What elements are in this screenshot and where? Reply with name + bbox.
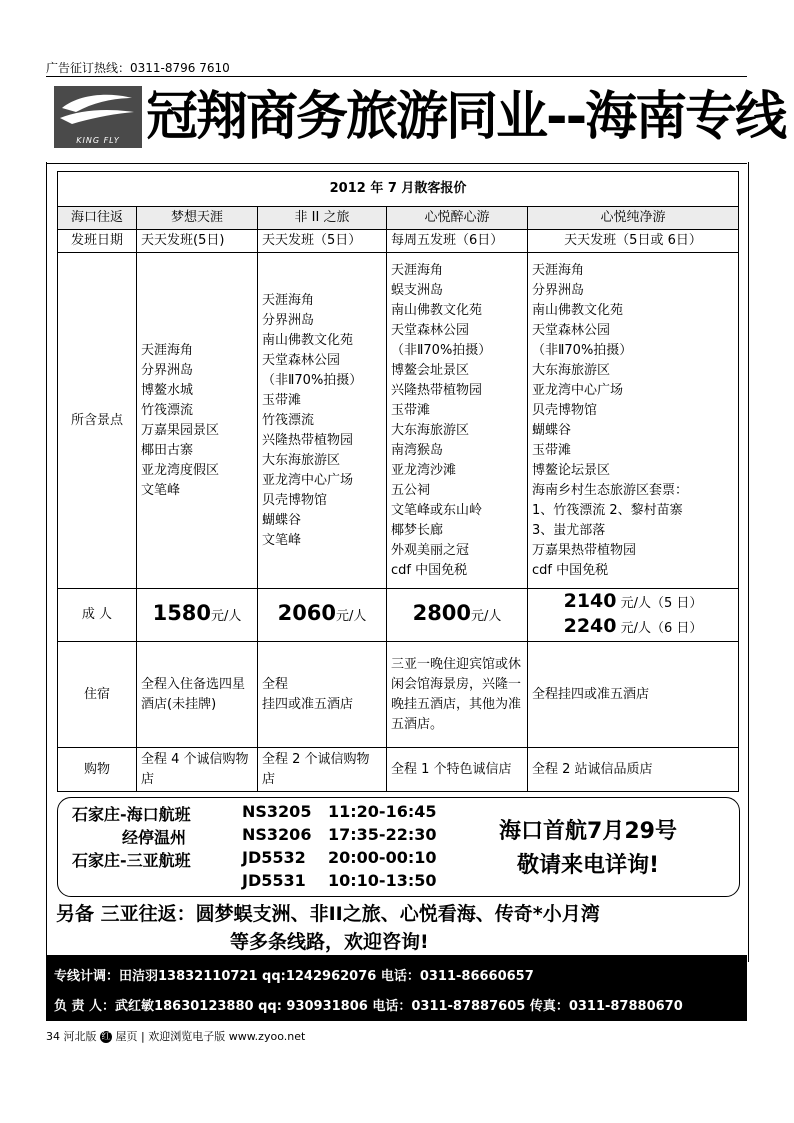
spot-item: 玉带滩 xyxy=(532,442,572,458)
hotel-cell: 全程挂四或准五酒店 xyxy=(528,642,739,748)
flight-number: JD5531 xyxy=(242,871,306,890)
extra-routes xyxy=(56,900,746,956)
spot-item: （非Ⅱ70%拍摄） xyxy=(532,342,633,358)
departure-row xyxy=(58,230,739,253)
contact-line: 负 责 人：武红敏18630123880 qq: 930931806 电话：0311-87887605 传真：0311-87880670 xyxy=(54,999,683,1014)
spot-item: 博鳌会址景区 xyxy=(391,362,470,378)
spot-item: 天堂森林公园 xyxy=(262,352,341,368)
departure-cell: 天天发班（5日或 6日） xyxy=(528,230,739,253)
price-unit: 元/人 xyxy=(211,609,242,624)
price-cell xyxy=(137,589,258,642)
spot-item: 博鳌论坛景区 xyxy=(532,462,611,478)
spot-item: 分界洲岛 xyxy=(532,282,585,298)
ad-hotline: 广告征订热线：0311-8796 7610 xyxy=(46,61,230,75)
flight-time: 20:00-00:10 xyxy=(328,848,437,867)
shopping-row xyxy=(58,748,739,792)
hotel-label: 住宿 xyxy=(58,642,137,748)
header-cell: 心悦醉心游 xyxy=(387,207,528,230)
spot-item: 蝴蝶谷 xyxy=(532,422,572,438)
flight-time: 17:35-22:30 xyxy=(328,825,437,844)
spots-cell xyxy=(528,253,739,589)
promo-call: 敬请来电详询! xyxy=(516,853,660,878)
spot-item: （非Ⅱ70%拍摄） xyxy=(391,342,492,358)
spot-item: 万嘉果热带植物园 xyxy=(532,542,637,558)
spot-item: 南山佛教文化苑 xyxy=(262,332,354,348)
spot-item: 大东海旅游区 xyxy=(391,422,470,438)
spot-item: 大东海旅游区 xyxy=(532,362,611,378)
spot-item: 南山佛教文化苑 xyxy=(532,302,624,318)
flight-box xyxy=(57,797,740,897)
spot-item: 天堂森林公园 xyxy=(391,322,470,338)
flight-number: NS3206 xyxy=(242,825,312,844)
spot-item: 天涯海角 xyxy=(262,292,315,308)
spots-cell xyxy=(258,253,387,589)
spot-item: 玉带滩 xyxy=(391,402,431,418)
departure-cell: 天天发班(5日) xyxy=(137,230,258,253)
price-cell xyxy=(528,589,739,642)
price-table xyxy=(57,171,739,792)
shopping-cell: 全程 2 个诚信购物店 xyxy=(258,748,387,792)
spot-item: 南山佛教文化苑 xyxy=(391,302,483,318)
spot-item: 兴隆热带植物园 xyxy=(391,382,483,398)
spot-item: 分界洲岛 xyxy=(141,362,194,378)
spot-item: 亚龙湾度假区 xyxy=(141,462,220,478)
spot-item: 亚龙湾沙滩 xyxy=(391,462,457,478)
spot-item: 博鳌水城 xyxy=(141,382,194,398)
header-row xyxy=(58,207,739,230)
spots-row xyxy=(58,253,739,589)
flight-route: 经停温州 xyxy=(122,828,187,847)
edition: 河北版 xyxy=(63,1030,97,1043)
spot-item: 椰田古寨 xyxy=(141,442,194,458)
price-value: 1580 xyxy=(152,601,212,625)
logo-text: KING FLY xyxy=(76,136,120,145)
spot-item: 南湾猴岛 xyxy=(391,442,444,458)
spot-item: 天堂森林公园 xyxy=(532,322,611,338)
price-cell xyxy=(387,589,528,642)
hotel-cell: 三亚一晚住迎宾馆或休闲会馆海景房，兴隆一晚挂五酒店，其他为准五酒店。 xyxy=(387,642,528,748)
spot-item: cdf 中国免税 xyxy=(391,562,468,578)
spot-item: 椰梦长廊 xyxy=(391,522,444,538)
hotel-cell: 全程入住备选四星酒店(未挂牌) xyxy=(137,642,258,748)
extra-line: 另备 三亚往返：圆梦蜈支洲、非II之旅、心悦看海、传奇*小月湾 xyxy=(56,903,600,925)
spots-label: 所含景点 xyxy=(58,253,137,589)
price-unit: 元/人（5 日） xyxy=(620,596,703,611)
spots-cell xyxy=(137,253,258,589)
departure-cell: 每周五发班（6日） xyxy=(387,230,528,253)
spot-item: 分界洲岛 xyxy=(262,312,315,328)
page-title: 冠翔商务旅游同业--海南专线 xyxy=(146,87,786,147)
spot-item: 五公祠 xyxy=(391,482,431,498)
table-title: 2012 年 7 月散客报价 xyxy=(58,172,739,207)
spot-item: 天涯海角 xyxy=(141,342,194,358)
spot-item: 文笔峰 xyxy=(262,532,302,548)
contact-bar xyxy=(46,955,747,1021)
price-value: 2240 xyxy=(563,615,617,637)
spot-item: 亚龙湾中心广场 xyxy=(262,472,354,488)
flight-number: NS3205 xyxy=(242,802,312,821)
spot-item: 兴隆热带植物园 xyxy=(262,432,354,448)
price-unit: 元/人 xyxy=(471,609,502,624)
header-cell: 梦想天涯 xyxy=(137,207,258,230)
spot-item: 竹筏漂流 xyxy=(262,412,315,428)
edition-badge-icon: 红 xyxy=(101,1032,111,1042)
spot-item: 1、竹筏漂流 2、黎村苗寨 xyxy=(532,502,683,518)
spot-item: 海南乡村生态旅游区套票： xyxy=(532,482,689,498)
footer xyxy=(46,1028,305,1044)
hotel-cell: 全程 挂四或准五酒店 xyxy=(258,642,387,748)
departure-label: 发班日期 xyxy=(58,230,137,253)
flight-time: 11:20-16:45 xyxy=(328,802,437,821)
adult-label: 成 人 xyxy=(58,589,137,642)
price-value: 2800 xyxy=(412,601,472,625)
logo xyxy=(54,86,142,148)
spot-item: 大东海旅游区 xyxy=(262,452,341,468)
shopping-cell: 全程 1 个特色诚信店 xyxy=(387,748,528,792)
header-cell: 海口往返 xyxy=(58,207,137,230)
flight-number: JD5532 xyxy=(242,848,306,867)
price-value: 2140 xyxy=(563,590,617,612)
contact-line: 专线计调：田洁羽13832110721 qq:1242962076 电话：0311-86660657 xyxy=(54,969,534,984)
flight-route: 石家庄-三亚航班 xyxy=(72,851,191,870)
price-cell xyxy=(258,589,387,642)
spot-item: 贝壳博物馆 xyxy=(532,402,598,418)
promo-first-flight: 海口首航7月29号 xyxy=(499,819,677,844)
spot-item: 3、蚩尤部落 xyxy=(532,522,606,538)
shopping-cell: 全程 4 个诚信购物店 xyxy=(137,748,258,792)
extra-line: 等多条线路，欢迎咨询! xyxy=(230,931,429,953)
spot-item: 天涯海角 xyxy=(391,262,444,278)
departure-cell: 天天发班（5日） xyxy=(258,230,387,253)
price-value: 2060 xyxy=(277,601,337,625)
spot-item: 贝壳博物馆 xyxy=(262,492,328,508)
spot-item: 外观美丽之冠 xyxy=(391,542,470,558)
footer-text: | 欢迎浏览电子版 www.zyoo.net xyxy=(141,1030,306,1043)
spot-item: 蝴蝶谷 xyxy=(262,512,302,528)
header xyxy=(46,76,786,164)
header-cell: 心悦纯净游 xyxy=(528,207,739,230)
price-unit: 元/人（6 日） xyxy=(620,621,703,636)
spot-item: 蜈支洲岛 xyxy=(391,282,444,298)
spot-item: 文笔峰 xyxy=(141,482,181,498)
page-number: 34 xyxy=(46,1030,60,1043)
price-unit: 元/人 xyxy=(336,609,367,624)
header-cell: 非 II 之旅 xyxy=(258,207,387,230)
flight-time: 10:10-13:50 xyxy=(328,871,437,890)
flight-route: 石家庄-海口航班 xyxy=(72,805,191,824)
spot-item: 万嘉果园景区 xyxy=(141,422,220,438)
spots-cell xyxy=(387,253,528,589)
spot-item: cdf 中国免税 xyxy=(532,562,609,578)
spot-item: 玉带滩 xyxy=(262,392,302,408)
spot-item: 亚龙湾中心广场 xyxy=(532,382,624,398)
wing-logo-icon xyxy=(54,86,142,136)
spot-item: 天涯海角 xyxy=(532,262,585,278)
shopping-cell: 全程 2 站诚信品质店 xyxy=(528,748,739,792)
adult-price-row xyxy=(58,589,739,642)
spot-item: 文笔峰或东山岭 xyxy=(391,502,483,518)
spot-item: 竹筏漂流 xyxy=(141,402,194,418)
shopping-label: 购物 xyxy=(58,748,137,792)
spot-item: （非Ⅱ70%拍摄） xyxy=(262,372,363,388)
hotel-row xyxy=(58,642,739,748)
footer-pages: 屋页 xyxy=(115,1030,138,1043)
